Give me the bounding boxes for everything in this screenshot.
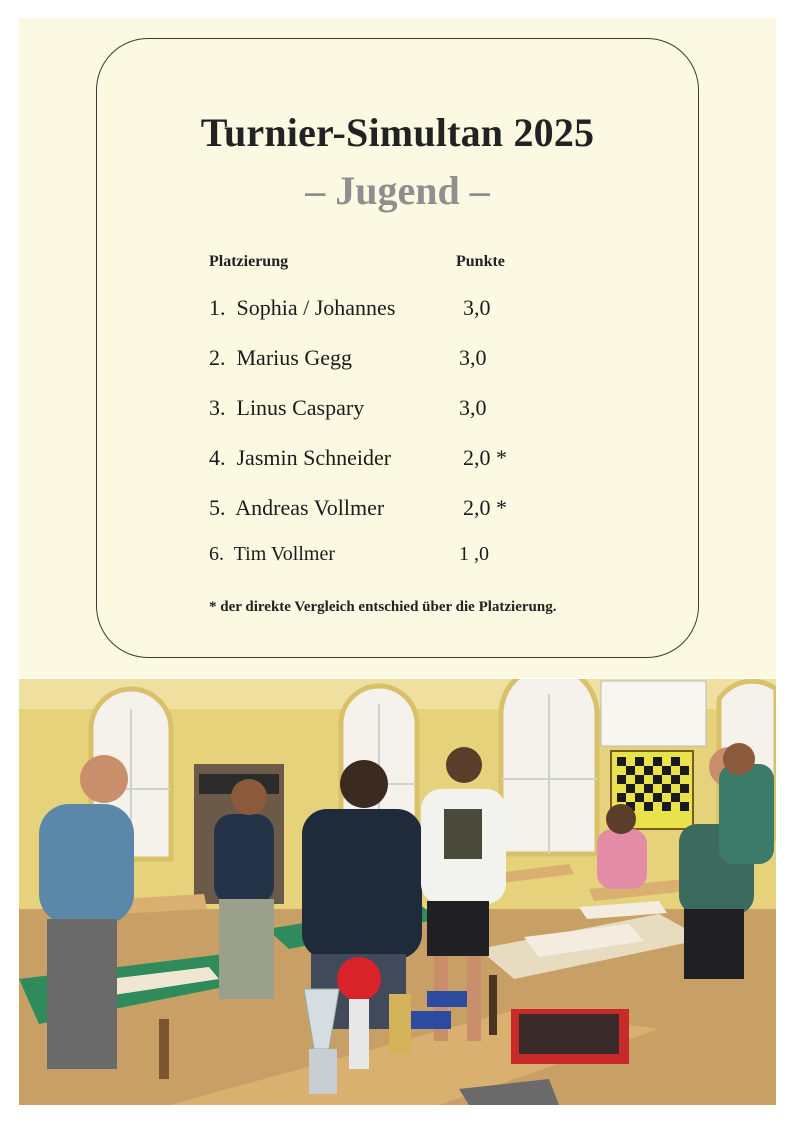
info-sheet xyxy=(19,18,776,678)
ranking-points: 3,0 xyxy=(459,345,487,370)
footnote: * der direkte Vergleich entschied über die Platzierung. xyxy=(209,599,557,615)
ranking-points: 2,0 * xyxy=(463,495,507,520)
ranking-name: 4. Jasmin Schneider xyxy=(209,445,392,470)
page-title: Turnier-Simultan 2025 xyxy=(200,110,595,155)
ranking-name: 5. Andreas Vollmer xyxy=(209,495,385,520)
header-place: Platzierung xyxy=(209,253,289,270)
tournament-photo xyxy=(19,679,776,1105)
ranking-points: 3,0 xyxy=(459,395,487,420)
page-subtitle: – Jugend – xyxy=(305,168,490,213)
ranking-points: 1 ,0 xyxy=(459,543,489,565)
results-card xyxy=(96,38,699,658)
header-points: Punkte xyxy=(456,253,505,270)
ranking-name: 1. Sophia / Johannes xyxy=(209,295,396,320)
ranking-points: 3,0 xyxy=(463,295,491,320)
ranking-points: 2,0 * xyxy=(463,445,507,470)
ranking-name: 2. Marius Gegg xyxy=(209,345,352,370)
ranking-name: 6. Tim Vollmer xyxy=(209,543,335,565)
ranking-name: 3. Linus Caspary xyxy=(209,395,365,420)
